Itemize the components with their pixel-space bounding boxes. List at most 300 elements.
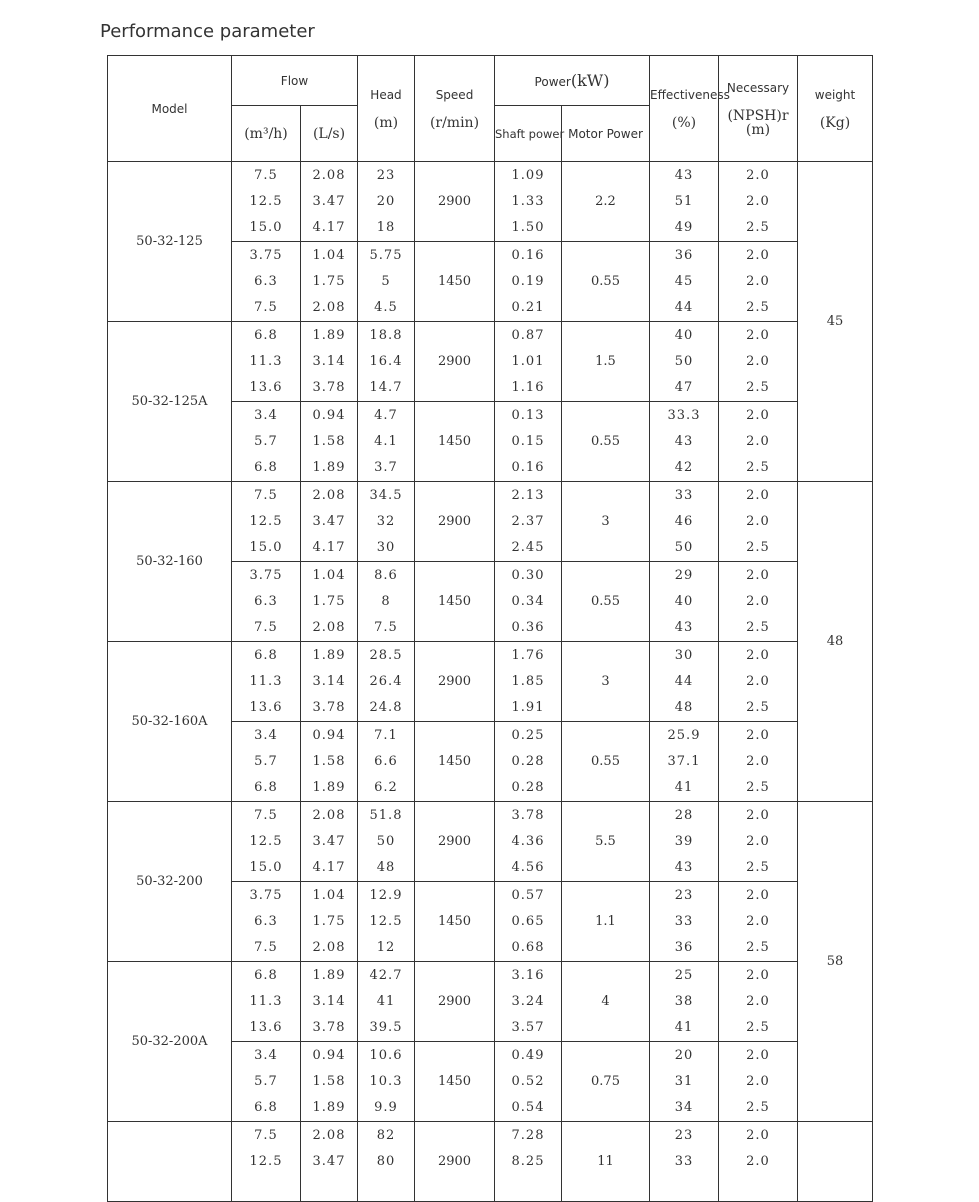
cell-value: 15.0: [249, 219, 283, 235]
model-cell: 50-32-160A: [108, 642, 232, 802]
cell-value: 6.8: [254, 779, 278, 795]
cell-value: 7.28: [511, 1127, 545, 1143]
header-weight-label: weight: [814, 87, 856, 102]
cell-value: 3.78: [312, 699, 346, 715]
cell-value: 3.78: [312, 1019, 346, 1035]
header-head-label: Head: [370, 87, 402, 102]
cell-value: 0.30: [511, 567, 545, 583]
cell-value: 12: [376, 939, 396, 955]
cell-value: 2.08: [312, 299, 346, 315]
weight-cell: [798, 1122, 873, 1202]
table-row: [108, 642, 873, 722]
header-flow-ls: (L/s): [301, 106, 358, 162]
cell-value: 0.87: [511, 327, 545, 343]
cell-value: 3.16: [511, 967, 545, 983]
header-speed-unit: (r/min): [429, 114, 480, 131]
cell-value: 4.36: [511, 833, 545, 849]
cell-value: 1.58: [312, 1073, 346, 1089]
cell-value: [301, 1175, 357, 1201]
cell-value: 6.6: [374, 753, 398, 769]
cell-value: 40: [674, 327, 694, 343]
cell-value: 2.45: [511, 539, 545, 555]
cell-value: 12.5: [249, 1153, 283, 1169]
shaft-power-cell: [495, 802, 562, 882]
cell-value: 1.16: [511, 379, 545, 395]
header-flow-m3h: (m³/h): [232, 106, 301, 162]
cell-value: 1.04: [312, 887, 346, 903]
cell-value: 3.4: [254, 1047, 278, 1063]
effectiveness-cell: [650, 802, 719, 882]
cell-value: 7.5: [254, 807, 278, 823]
motor-power-cell: 2.2: [562, 162, 650, 242]
shaft-power-cell: [495, 882, 562, 962]
motor-power-cell: 3: [562, 482, 650, 562]
cell-value: 38: [674, 993, 694, 1009]
flow-ls-cell: [301, 562, 358, 642]
npsh-cell: [719, 242, 798, 322]
cell-value: 0.19: [511, 273, 545, 289]
cell-value: 20: [674, 1047, 694, 1063]
cell-value: 2.5: [746, 1099, 770, 1115]
cell-value: 1.85: [511, 673, 545, 689]
cell-value: 1.75: [312, 273, 346, 289]
npsh-cell: [719, 402, 798, 482]
flow-ls-cell: [301, 242, 358, 322]
cell-value: 43: [674, 167, 694, 183]
cell-value: 2.0: [746, 193, 770, 209]
cell-value: 2.5: [746, 699, 770, 715]
npsh-cell: [719, 482, 798, 562]
cell-value: 20: [376, 193, 396, 209]
shaft-power-cell: [495, 722, 562, 802]
cell-value: 3.78: [511, 807, 545, 823]
cell-value: 0.54: [511, 1099, 545, 1115]
head-cell: [358, 1122, 415, 1202]
model-cell: 50-32-125A: [108, 322, 232, 482]
speed-cell: 2900: [415, 482, 495, 562]
cell-value: 1.09: [511, 167, 545, 183]
head-cell: [358, 722, 415, 802]
effectiveness-cell: [650, 402, 719, 482]
cell-value: 13.6: [249, 1019, 283, 1035]
cell-value: 1.89: [312, 967, 346, 983]
flow-ls-cell: [301, 1122, 358, 1202]
cell-value: 0.94: [312, 407, 346, 423]
flow-ls-cell: [301, 802, 358, 882]
cell-value: 2.0: [746, 353, 770, 369]
cell-value: 1.50: [511, 219, 545, 235]
motor-power-cell: 0.75: [562, 1042, 650, 1122]
cell-value: 3.24: [511, 993, 545, 1009]
flow-m3h-cell: [232, 402, 301, 482]
cell-value: 6.3: [254, 593, 278, 609]
head-cell: [358, 322, 415, 402]
motor-power-cell: 0.55: [562, 402, 650, 482]
cell-value: 0.21: [511, 299, 545, 315]
cell-value: 3.75: [249, 887, 283, 903]
speed-cell: 1450: [415, 722, 495, 802]
shaft-power-cell: [495, 1122, 562, 1202]
flow-m3h-cell: [232, 962, 301, 1042]
cell-value: 5.7: [254, 433, 278, 449]
cell-value: 3.57: [511, 1019, 545, 1035]
effectiveness-cell: [650, 1042, 719, 1122]
cell-value: 31: [674, 1073, 694, 1089]
cell-value: 18.8: [369, 327, 403, 343]
cell-value: 29: [674, 567, 694, 583]
cell-value: 23: [674, 1127, 694, 1143]
head-cell: [358, 882, 415, 962]
cell-value: 7.5: [254, 487, 278, 503]
cell-value: 7.1: [374, 727, 398, 743]
head-cell: [358, 642, 415, 722]
flow-m3h-cell: [232, 562, 301, 642]
cell-value: 33: [674, 1153, 694, 1169]
speed-cell: 1450: [415, 882, 495, 962]
cell-value: 23: [376, 167, 396, 183]
cell-value: 3.75: [249, 567, 283, 583]
header-head-unit: (m): [373, 114, 399, 131]
cell-value: 33: [674, 913, 694, 929]
cell-value: 2.0: [746, 833, 770, 849]
effectiveness-cell: [650, 722, 719, 802]
flow-ls-cell: [301, 402, 358, 482]
cell-value: 0.13: [511, 407, 545, 423]
cell-value: 24.8: [369, 699, 403, 715]
cell-value: 8: [381, 593, 391, 609]
cell-value: 2.0: [746, 407, 770, 423]
cell-value: 2.08: [312, 619, 346, 635]
motor-power-cell: 4: [562, 962, 650, 1042]
cell-value: [650, 1175, 718, 1201]
cell-value: 0.15: [511, 433, 545, 449]
cell-value: 3.7: [374, 459, 398, 475]
cell-value: 0.34: [511, 593, 545, 609]
cell-value: 3.47: [312, 833, 346, 849]
cell-value: 2.08: [312, 939, 346, 955]
weight-cell: 48: [798, 482, 873, 802]
cell-value: 42: [674, 459, 694, 475]
head-cell: [358, 802, 415, 882]
speed-cell: 2900: [415, 642, 495, 722]
cell-value: 2.5: [746, 459, 770, 475]
effectiveness-cell: [650, 962, 719, 1042]
motor-power-cell: 0.55: [562, 722, 650, 802]
model-cell: 50-32-200: [108, 802, 232, 962]
flow-m3h-cell: [232, 642, 301, 722]
cell-value: 1.89: [312, 779, 346, 795]
cell-value: 36: [674, 939, 694, 955]
cell-value: 3.47: [312, 193, 346, 209]
cell-value: 7.5: [374, 619, 398, 635]
head-cell: [358, 562, 415, 642]
cell-value: 28.5: [369, 647, 403, 663]
cell-value: 12.5: [249, 513, 283, 529]
cell-value: 42.7: [369, 967, 403, 983]
cell-value: [495, 1175, 561, 1201]
cell-value: 7.5: [254, 619, 278, 635]
performance-table-body: [108, 162, 873, 1202]
cell-value: 28: [674, 807, 694, 823]
header-head: [358, 56, 415, 162]
cell-value: 51.8: [369, 807, 403, 823]
flow-ls-cell: [301, 1042, 358, 1122]
cell-value: 13.6: [249, 379, 283, 395]
cell-value: 15.0: [249, 859, 283, 875]
cell-value: 50: [376, 833, 396, 849]
cell-value: 16.4: [369, 353, 403, 369]
cell-value: 0.28: [511, 753, 545, 769]
cell-value: 2.08: [312, 1127, 346, 1143]
cell-value: 1.91: [511, 699, 545, 715]
speed-cell: 1450: [415, 562, 495, 642]
header-speed-label: Speed: [435, 87, 474, 102]
cell-value: 12.5: [249, 193, 283, 209]
cell-value: 41: [674, 1019, 694, 1035]
npsh-cell: [719, 722, 798, 802]
flow-m3h-cell: [232, 882, 301, 962]
cell-value: 2.5: [746, 539, 770, 555]
cell-value: 6.3: [254, 913, 278, 929]
motor-power-cell: 11: [562, 1122, 650, 1202]
model-cell: 50-32-125: [108, 162, 232, 322]
cell-value: 2.37: [511, 513, 545, 529]
effectiveness-cell: [650, 1122, 719, 1202]
header-speed: [415, 56, 495, 162]
cell-value: 13.6: [249, 699, 283, 715]
cell-value: 2.5: [746, 219, 770, 235]
cell-value: 0.16: [511, 247, 545, 263]
weight-cell: 58: [798, 802, 873, 1122]
header-power: [495, 56, 650, 106]
flow-m3h-cell: [232, 802, 301, 882]
header-effectiveness: [650, 56, 730, 162]
table-row: [108, 482, 873, 562]
speed-cell: 1450: [415, 402, 495, 482]
cell-value: 1.58: [312, 433, 346, 449]
cell-value: 2.0: [746, 753, 770, 769]
flow-ls-cell: [301, 962, 358, 1042]
cell-value: 6.8: [254, 967, 278, 983]
cell-value: 4.5: [374, 299, 398, 315]
cell-value: 7.5: [254, 299, 278, 315]
cell-value: 6.8: [254, 1099, 278, 1115]
cell-value: 43: [674, 433, 694, 449]
header-eff-unit: (%): [671, 114, 697, 131]
head-cell: [358, 962, 415, 1042]
motor-power-cell: 0.55: [562, 562, 650, 642]
npsh-cell: [719, 962, 798, 1042]
flow-m3h-cell: [232, 242, 301, 322]
cell-value: 2.0: [746, 327, 770, 343]
cell-value: 47: [674, 379, 694, 395]
cell-value: 1.89: [312, 327, 346, 343]
shaft-power-cell: [495, 162, 562, 242]
header-necessary: [719, 56, 798, 162]
cell-value: 1.01: [511, 353, 545, 369]
speed-cell: 2900: [415, 962, 495, 1042]
cell-value: 39.5: [369, 1019, 403, 1035]
flow-m3h-cell: [232, 482, 301, 562]
cell-value: 1.75: [312, 593, 346, 609]
shaft-power-cell: [495, 1042, 562, 1122]
cell-value: 2.0: [746, 247, 770, 263]
cell-value: 0.94: [312, 727, 346, 743]
cell-value: 2.0: [746, 513, 770, 529]
shaft-power-cell: [495, 642, 562, 722]
flow-ls-cell: [301, 882, 358, 962]
head-cell: [358, 482, 415, 562]
cell-value: 82: [376, 1127, 396, 1143]
cell-value: 44: [674, 673, 694, 689]
cell-value: 14.7: [369, 379, 403, 395]
cell-value: 0.65: [511, 913, 545, 929]
cell-value: 2.0: [746, 887, 770, 903]
cell-value: 7.5: [254, 167, 278, 183]
npsh-cell: [719, 562, 798, 642]
cell-value: 2.0: [746, 1127, 770, 1143]
cell-value: 8.6: [374, 567, 398, 583]
cell-value: 8.25: [511, 1153, 545, 1169]
cell-value: 2.0: [746, 647, 770, 663]
head-cell: [358, 1042, 415, 1122]
cell-value: 6.2: [374, 779, 398, 795]
flow-m3h-cell: [232, 1042, 301, 1122]
cell-value: 32: [376, 513, 396, 529]
header-weight-unit: (Kg): [819, 114, 851, 131]
cell-value: 1.89: [312, 647, 346, 663]
cell-value: 4.56: [511, 859, 545, 875]
cell-value: 12.5: [369, 913, 403, 929]
cell-value: 2.5: [746, 779, 770, 795]
cell-value: [232, 1175, 300, 1201]
speed-cell: 1450: [415, 1042, 495, 1122]
cell-value: 0.36: [511, 619, 545, 635]
cell-value: 2.5: [746, 379, 770, 395]
cell-value: 2.0: [746, 807, 770, 823]
cell-value: 48: [674, 699, 694, 715]
effectiveness-cell: [650, 162, 719, 242]
cell-value: 49: [674, 219, 694, 235]
flow-m3h-cell: [232, 162, 301, 242]
cell-value: 1.04: [312, 567, 346, 583]
cell-value: 4.7: [374, 407, 398, 423]
cell-value: 0.25: [511, 727, 545, 743]
effectiveness-cell: [650, 482, 719, 562]
shaft-power-cell: [495, 962, 562, 1042]
effectiveness-cell: [650, 242, 719, 322]
cell-value: 1.04: [312, 247, 346, 263]
cell-value: 1.33: [511, 193, 545, 209]
cell-value: 3.75: [249, 247, 283, 263]
cell-value: 2.0: [746, 433, 770, 449]
effectiveness-cell: [650, 642, 719, 722]
cell-value: 80: [376, 1153, 396, 1169]
motor-power-cell: 5.5: [562, 802, 650, 882]
cell-value: 0.49: [511, 1047, 545, 1063]
header-model: Model: [108, 56, 232, 162]
flow-ls-cell: [301, 322, 358, 402]
cell-value: 50: [674, 539, 694, 555]
cell-value: 4.17: [312, 219, 346, 235]
cell-value: 50: [674, 353, 694, 369]
cell-value: 1.76: [511, 647, 545, 663]
header-npsh: (NPSH)r: [727, 107, 789, 124]
motor-power-cell: 3: [562, 642, 650, 722]
performance-table: [107, 55, 873, 1202]
head-cell: [358, 162, 415, 242]
cell-value: 12.9: [369, 887, 403, 903]
cell-value: 30: [376, 539, 396, 555]
cell-value: 2.13: [511, 487, 545, 503]
cell-value: 2.0: [746, 993, 770, 1009]
header-power-label: Power: [534, 75, 571, 89]
cell-value: 3.47: [312, 1153, 346, 1169]
motor-power-cell: 1.1: [562, 882, 650, 962]
cell-value: 0.16: [511, 459, 545, 475]
cell-value: 1.89: [312, 459, 346, 475]
cell-value: 25.9: [667, 727, 701, 743]
npsh-cell: [719, 642, 798, 722]
cell-value: 2.0: [746, 727, 770, 743]
cell-value: 18: [376, 219, 396, 235]
effectiveness-cell: [650, 562, 719, 642]
cell-value: 3.14: [312, 993, 346, 1009]
cell-value: 1.58: [312, 753, 346, 769]
speed-cell: 2900: [415, 162, 495, 242]
cell-value: 2.08: [312, 807, 346, 823]
npsh-cell: [719, 322, 798, 402]
npsh-cell: [719, 1122, 798, 1202]
cell-value: 34.5: [369, 487, 403, 503]
cell-value: 0.94: [312, 1047, 346, 1063]
header-flow: Flow: [232, 56, 358, 106]
cell-value: 2.5: [746, 939, 770, 955]
cell-value: 33.3: [667, 407, 701, 423]
header-shaft-power: Shaft power: [495, 106, 562, 162]
cell-value: 3.4: [254, 407, 278, 423]
header-weight: [798, 56, 873, 162]
speed-cell: 2900: [415, 802, 495, 882]
cell-value: 34: [674, 1099, 694, 1115]
header-power-unit: (kW): [570, 71, 610, 90]
cell-value: 33: [674, 487, 694, 503]
table-row: [108, 1122, 873, 1202]
table-row: [108, 162, 873, 242]
npsh-cell: [719, 802, 798, 882]
cell-value: 3.4: [254, 727, 278, 743]
effectiveness-cell: [650, 322, 719, 402]
header-npsh-unit: (m): [745, 121, 771, 138]
cell-value: 3.47: [312, 513, 346, 529]
cell-value: 41: [376, 993, 396, 1009]
npsh-cell: [719, 162, 798, 242]
head-cell: [358, 242, 415, 322]
cell-value: 45: [674, 273, 694, 289]
cell-value: 40: [674, 593, 694, 609]
cell-value: 1.75: [312, 913, 346, 929]
weight-cell: 45: [798, 162, 873, 482]
cell-value: 4.1: [374, 433, 398, 449]
speed-cell: 2900: [415, 1122, 495, 1202]
cell-value: 0.28: [511, 779, 545, 795]
effectiveness-cell: [650, 882, 719, 962]
flow-m3h-cell: [232, 1122, 301, 1202]
head-cell: [358, 402, 415, 482]
cell-value: 30: [674, 647, 694, 663]
cell-value: 2.5: [746, 299, 770, 315]
table-row: [108, 322, 873, 402]
